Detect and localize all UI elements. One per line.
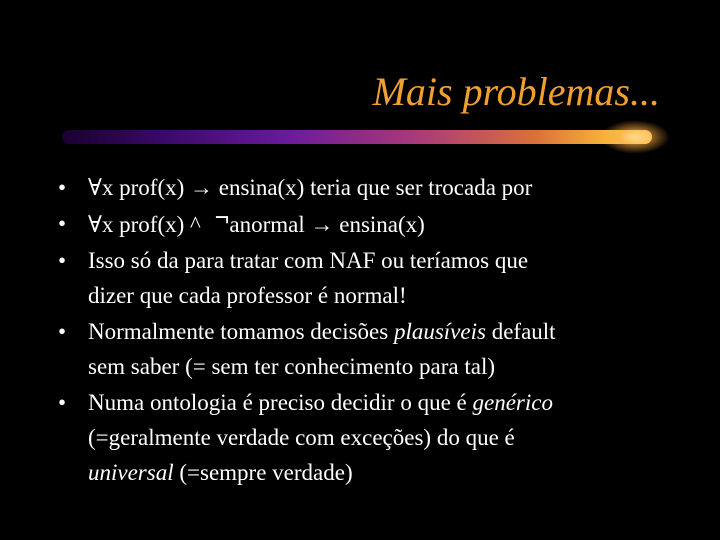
bullet-dot: • (58, 248, 67, 273)
bullet-text-continuation: (=geralmente verdade com exceções) do que é (88, 425, 515, 450)
title-underline-bar (62, 130, 652, 144)
bullet-text-emphasis: genérico (472, 390, 553, 415)
bullet-item-1 (58, 170, 678, 206)
bullet-text: Isso só da para tratar com NAF ou teríamos que (88, 248, 529, 273)
bullet-text-continuation: sem saber (= sem ter conhecimento para tal) (88, 354, 495, 379)
bullet-dot: • (58, 390, 67, 415)
bullet-dot: • (58, 175, 67, 200)
bullet-text: ∀x prof(x) → ensina(x) teria que ser trocada por (88, 175, 533, 200)
negation-symbol: ¬ (214, 203, 230, 232)
bullet-item-2 (58, 203, 678, 243)
slide-title: Mais problemas... (372, 69, 660, 114)
bullet-text-emphasis: plausíveis (393, 319, 486, 344)
bullet-text-post: default (485, 319, 556, 344)
bullet-item-5 (58, 385, 678, 491)
bullet-text-post: anormal → ensina(x) (229, 212, 425, 237)
bullet-text-emphasis-2: universal (88, 460, 174, 485)
bullet-text-post: (=sempre verdade) (173, 460, 353, 485)
bullet-text-continuation-2 (88, 455, 678, 491)
bullet-dot: • (58, 211, 67, 236)
bullet-item-3 (58, 243, 678, 314)
bullet-item-4 (58, 314, 678, 385)
title-bar-glow (600, 120, 670, 154)
bullet-text-pre: Normalmente tomamos decisões (88, 319, 394, 344)
bullet-dot: • (58, 319, 67, 344)
bullet-text-pre: Numa ontologia é preciso decidir o que é (88, 390, 473, 415)
bullet-text-continuation: dizer que cada professor é normal! (88, 283, 407, 308)
bullet-text-pre: ∀x prof(x) ^ (88, 212, 207, 237)
bullet-list (58, 170, 678, 491)
